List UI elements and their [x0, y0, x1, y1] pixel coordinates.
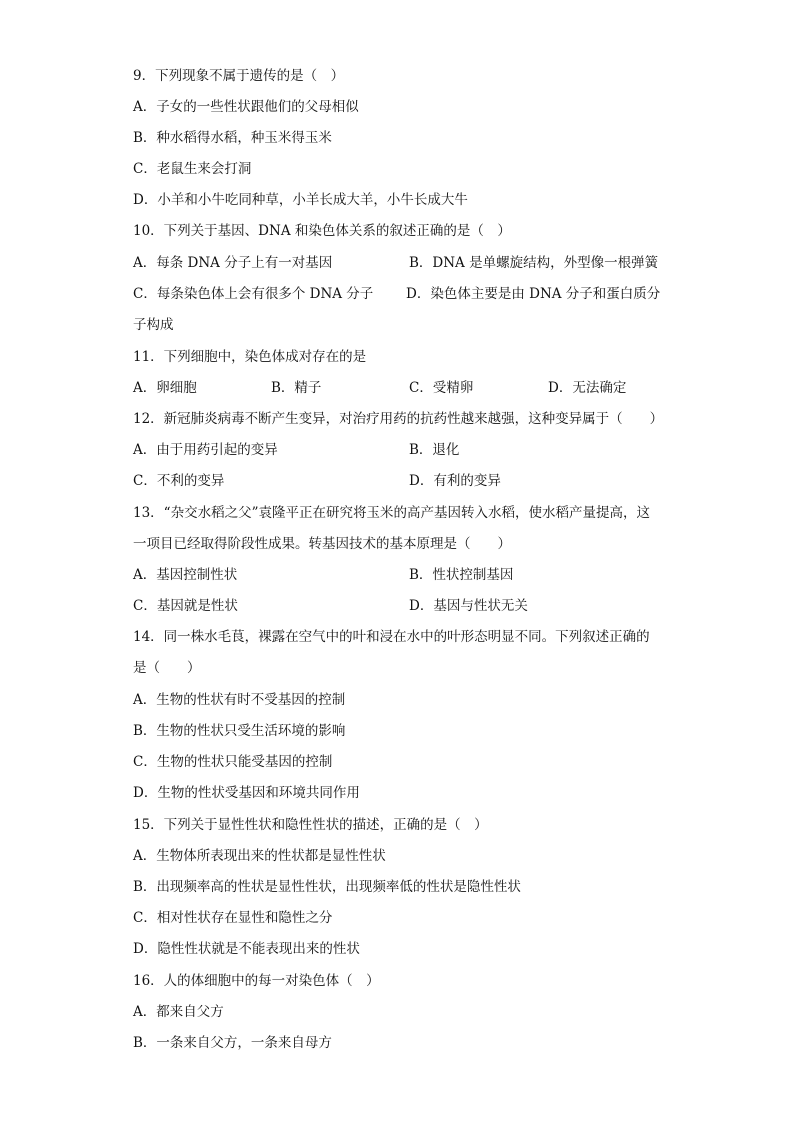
question-13-option-c: C．基因就是性状 — [133, 598, 238, 614]
question-13-option-d: D．基因与性状无关 — [409, 598, 528, 614]
question-11-option-a: A．卵细胞 — [133, 380, 197, 396]
question-11-stem: 11．下列细胞中，染色体成对存在的是 — [133, 349, 367, 365]
question-11-option-b: B．精子 — [271, 380, 322, 396]
question-9-option-a: A．子女的一些性状跟他们的父母相似 — [133, 99, 359, 115]
question-12-option-b: B．退化 — [409, 442, 460, 458]
question-15-stem: 15．下列关于显性性状和隐性性状的描述，正确的是（ ） — [133, 817, 488, 833]
question-12-option-c: C．不利的变异 — [133, 473, 225, 489]
question-14-stem-line-2: 是（ ） — [133, 660, 201, 676]
question-10-stem: 10．下列关于基因、DNA 和染色体关系的叙述正确的是（ ） — [133, 223, 511, 239]
question-14-option-a: A．生物的性状有时不受基因的控制 — [133, 692, 346, 708]
question-9-stem: 9．下列现象不属于遗传的是（ ） — [133, 68, 345, 84]
question-11-option-c: C．受精卵 — [409, 380, 474, 396]
question-15-option-b: B．出现频率高的性状是显性性状，出现频率低的性状是隐性性状 — [133, 879, 521, 895]
question-9-option-c: C．老鼠生来会打洞 — [133, 161, 252, 177]
question-10-option-b: B．DNA 是单螺旋结构，外型像一根弹簧 — [409, 255, 659, 271]
question-10-option-d: D．染色体主要是由 DNA 分子和蛋白质分 — [406, 286, 661, 302]
question-14-stem-line-1: 14．同一株水毛茛，裸露在空气中的叶和浸在水中的叶形态明显不同。下列叙述正确的 — [133, 629, 650, 645]
question-11-option-d: D．无法确定 — [548, 380, 627, 396]
question-13-stem-line-2: 一项目已经取得阶段性成果。转基因技术的基本原理是（ ） — [133, 536, 511, 552]
question-16-option-a: A．都来自父方 — [133, 1004, 224, 1020]
question-10-option-d-continued: 子构成 — [133, 317, 174, 333]
question-12-stem: 12．新冠肺炎病毒不断产生变异，对治疗用药的抗药性越来越强，这种变异属于（ ） — [133, 411, 664, 427]
question-16-stem: 16．人的体细胞中的每一对染色体（ ） — [133, 973, 380, 989]
question-9-option-d: D．小羊和小牛吃同种草，小羊长成大羊，小牛长成大牛 — [133, 192, 468, 208]
question-13-option-b: B．性状控制基因 — [409, 567, 514, 583]
question-14-option-b: B．生物的性状只受生活环境的影响 — [133, 723, 346, 739]
question-9-option-b: B．种水稻得水稻，种玉米得玉米 — [133, 130, 332, 146]
question-15-option-c: C．相对性状存在显性和隐性之分 — [133, 910, 333, 926]
question-12-option-d: D．有利的变异 — [409, 473, 501, 489]
question-13-option-a: A．基因控制性状 — [133, 567, 238, 583]
question-10-option-a: A．每条 DNA 分子上有一对基因 — [133, 255, 333, 271]
question-14-option-c: C．生物的性状只能受基因的控制 — [133, 754, 333, 770]
question-10-option-c: C．每条染色体上会有很多个 DNA 分子 — [133, 286, 374, 302]
question-14-option-d: D．生物的性状受基因和环境共同作用 — [133, 785, 360, 801]
question-12-option-a: A．由于用药引起的变异 — [133, 442, 278, 458]
question-13-stem-line-1: 13．“杂交水稻之父”袁隆平正在研究将玉米的高产基因转入水稻，使水稻产量提高，这 — [133, 505, 650, 521]
question-15-option-d: D．隐性性状就是不能表现出来的性状 — [133, 941, 360, 957]
question-16-option-b: B．一条来自父方，一条来自母方 — [133, 1035, 332, 1051]
question-15-option-a: A．生物体所表现出来的性状都是显性性状 — [133, 848, 386, 864]
